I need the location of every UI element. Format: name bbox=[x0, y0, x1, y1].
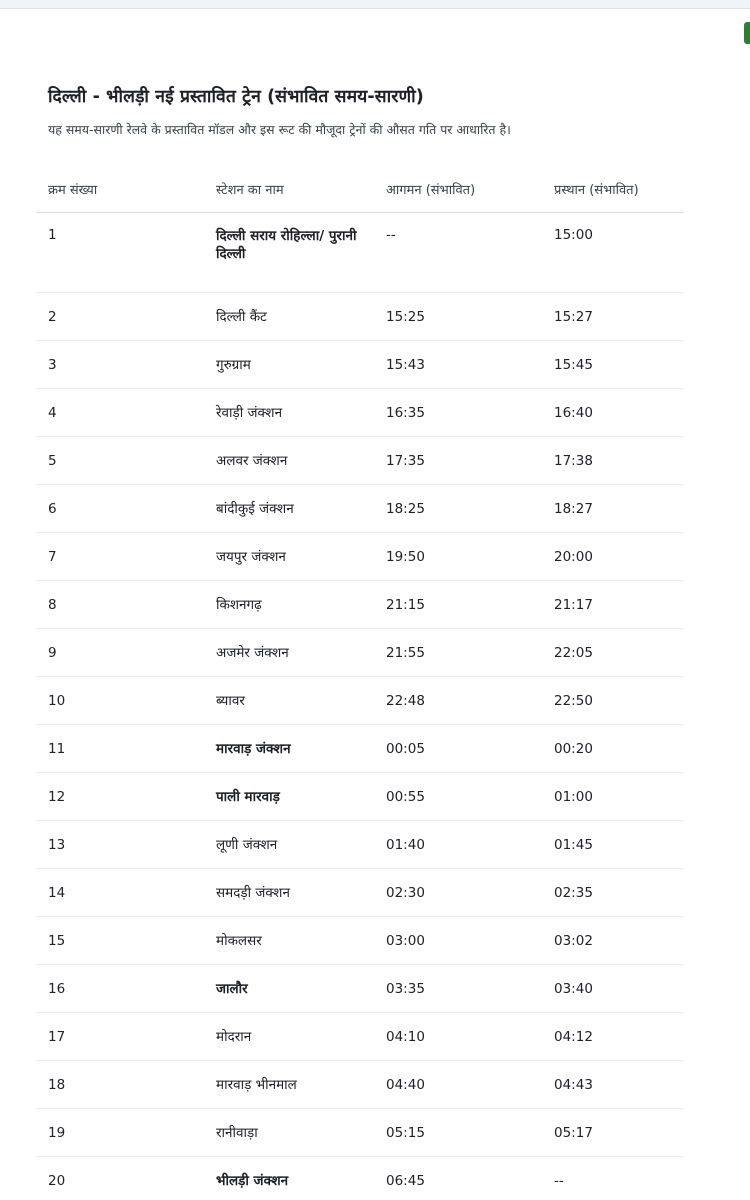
cell-station: गुरुग्राम bbox=[204, 341, 374, 389]
cell-station: समदड़ी जंक्शन bbox=[204, 869, 374, 917]
cell-arrival: 04:10 bbox=[374, 1013, 542, 1061]
cell-arrival: 02:30 bbox=[374, 869, 542, 917]
cell-station: अलवर जंक्शन bbox=[204, 437, 374, 485]
cell-departure: 21:17 bbox=[542, 581, 684, 629]
cell-station: रानीवाड़ा bbox=[204, 1109, 374, 1157]
cell-sno: 18 bbox=[36, 1061, 204, 1109]
cell-arrival: 15:43 bbox=[374, 341, 542, 389]
cell-departure: 17:38 bbox=[542, 437, 684, 485]
cell-arrival: 21:15 bbox=[374, 581, 542, 629]
cell-arrival: 04:40 bbox=[374, 1061, 542, 1109]
cell-sno: 20 bbox=[48, 1172, 66, 1189]
cell-sno: 4 bbox=[36, 389, 204, 437]
table-row bbox=[36, 1157, 684, 1200]
cell-station: मारवाड़ भीनमाल bbox=[204, 1061, 374, 1109]
cell-departure: -- bbox=[554, 1172, 564, 1189]
table-row bbox=[36, 341, 684, 389]
cell-arrival: 00:05 bbox=[374, 725, 542, 773]
cell-departure: 22:05 bbox=[542, 629, 684, 677]
cell-sno: 13 bbox=[36, 821, 204, 869]
cell-departure: 03:02 bbox=[542, 917, 684, 965]
cell-sno: 2 bbox=[36, 293, 204, 341]
table-row bbox=[36, 725, 684, 773]
cell-departure: 22:50 bbox=[542, 677, 684, 725]
cell-departure: 15:00 bbox=[542, 213, 684, 293]
cell-sno: 10 bbox=[36, 677, 204, 725]
cell-sno: 5 bbox=[36, 437, 204, 485]
cell-station: जयपुर जंक्शन bbox=[204, 533, 374, 581]
cell-station: मोदरान bbox=[204, 1013, 374, 1061]
table-row bbox=[36, 629, 684, 677]
page-subtitle: यह समय-सारणी रेलवे के प्रस्तावित मॉडल और इस रूट की मौजूदा ट्रेनों की औसत गति पर आधारित है। bbox=[48, 122, 511, 137]
cell-arrival: 19:50 bbox=[374, 533, 542, 581]
table-row bbox=[36, 1109, 684, 1157]
cell-sno: 1 bbox=[36, 213, 204, 293]
cell-arrival: 05:15 bbox=[374, 1109, 542, 1157]
cell-departure: 01:45 bbox=[542, 821, 684, 869]
cell-station: मोकलसर bbox=[204, 917, 374, 965]
cell-station: ब्यावर bbox=[204, 677, 374, 725]
scroll-indicator bbox=[744, 22, 750, 44]
cell-departure: 01:00 bbox=[542, 773, 684, 821]
cell-arrival: 17:35 bbox=[374, 437, 542, 485]
table-row bbox=[36, 213, 684, 293]
table-row bbox=[36, 917, 684, 965]
cell-arrival: -- bbox=[374, 213, 542, 293]
cell-departure: 18:27 bbox=[542, 485, 684, 533]
cell-arrival: 22:48 bbox=[374, 677, 542, 725]
header-departure: प्रस्थान (संभावित) bbox=[542, 166, 684, 213]
cell-departure: 00:20 bbox=[542, 725, 684, 773]
cell-departure: 16:40 bbox=[542, 389, 684, 437]
cell-sno: 11 bbox=[36, 725, 204, 773]
cell-departure: 20:00 bbox=[542, 533, 684, 581]
table-row bbox=[36, 1061, 684, 1109]
cell-sno: 3 bbox=[36, 341, 204, 389]
table-row bbox=[36, 965, 684, 1013]
cell-station: लूणी जंक्शन bbox=[204, 821, 374, 869]
cell-departure: 05:17 bbox=[542, 1109, 684, 1157]
cell-departure: 15:45 bbox=[542, 341, 684, 389]
cell-arrival: 16:35 bbox=[374, 389, 542, 437]
table-row bbox=[36, 677, 684, 725]
cell-departure: 04:43 bbox=[542, 1061, 684, 1109]
cell-station: भीलड़ी जंक्शन bbox=[216, 1172, 289, 1189]
table-row bbox=[36, 533, 684, 581]
table-row bbox=[36, 485, 684, 533]
cell-sno: 15 bbox=[36, 917, 204, 965]
top-bar bbox=[0, 0, 750, 9]
table-row bbox=[36, 389, 684, 437]
cell-departure: 03:40 bbox=[542, 965, 684, 1013]
cell-station: रेवाड़ी जंक्शन bbox=[204, 389, 374, 437]
table-row bbox=[36, 581, 684, 629]
page-title: दिल्ली - भीलड़ी नई प्रस्तावित ट्रेन (संभावित समय-सारणी) bbox=[48, 87, 424, 107]
cell-station: जालौर bbox=[204, 965, 374, 1013]
cell-sno: 17 bbox=[36, 1013, 204, 1061]
cell-arrival: 15:25 bbox=[374, 293, 542, 341]
table-row bbox=[36, 821, 684, 869]
cell-sno: 16 bbox=[36, 965, 204, 1013]
cell-arrival: 06:45 bbox=[386, 1172, 425, 1189]
table-row bbox=[36, 1013, 684, 1061]
cell-sno: 8 bbox=[36, 581, 204, 629]
cell-departure: 15:27 bbox=[542, 293, 684, 341]
cell-station: बांदीकुई जंक्शन bbox=[204, 485, 374, 533]
cell-station: पाली मारवाड़ bbox=[204, 773, 374, 821]
table-header-row bbox=[36, 166, 684, 213]
table-row bbox=[36, 869, 684, 917]
timetable bbox=[36, 166, 684, 1200]
cell-sno: 9 bbox=[36, 629, 204, 677]
table-row bbox=[36, 773, 684, 821]
cell-sno: 12 bbox=[36, 773, 204, 821]
cell-station: किशनगढ़ bbox=[204, 581, 374, 629]
header-station: स्टेशन का नाम bbox=[204, 166, 374, 213]
cell-sno: 19 bbox=[36, 1109, 204, 1157]
cell-station: अजमेर जंक्शन bbox=[204, 629, 374, 677]
cell-sno: 7 bbox=[36, 533, 204, 581]
cell-departure: 02:35 bbox=[542, 869, 684, 917]
cell-station: मारवाड़ जंक्शन bbox=[204, 725, 374, 773]
cell-sno: 6 bbox=[36, 485, 204, 533]
cell-station: दिल्ली सराय रोहिल्ला/ पुरानी दिल्ली bbox=[204, 213, 374, 293]
cell-arrival: 03:00 bbox=[374, 917, 542, 965]
table-row bbox=[36, 437, 684, 485]
cell-arrival: 18:25 bbox=[374, 485, 542, 533]
cell-station: दिल्ली कैंट bbox=[204, 293, 374, 341]
cell-arrival: 01:40 bbox=[374, 821, 542, 869]
cell-arrival: 03:35 bbox=[374, 965, 542, 1013]
table-row bbox=[36, 293, 684, 341]
cell-arrival: 21:55 bbox=[374, 629, 542, 677]
cell-sno: 14 bbox=[36, 869, 204, 917]
cell-departure: 04:12 bbox=[542, 1013, 684, 1061]
header-sno: क्रम संख्या bbox=[36, 166, 204, 213]
header-arrival: आगमन (संभावित) bbox=[374, 166, 542, 213]
cell-arrival: 00:55 bbox=[374, 773, 542, 821]
